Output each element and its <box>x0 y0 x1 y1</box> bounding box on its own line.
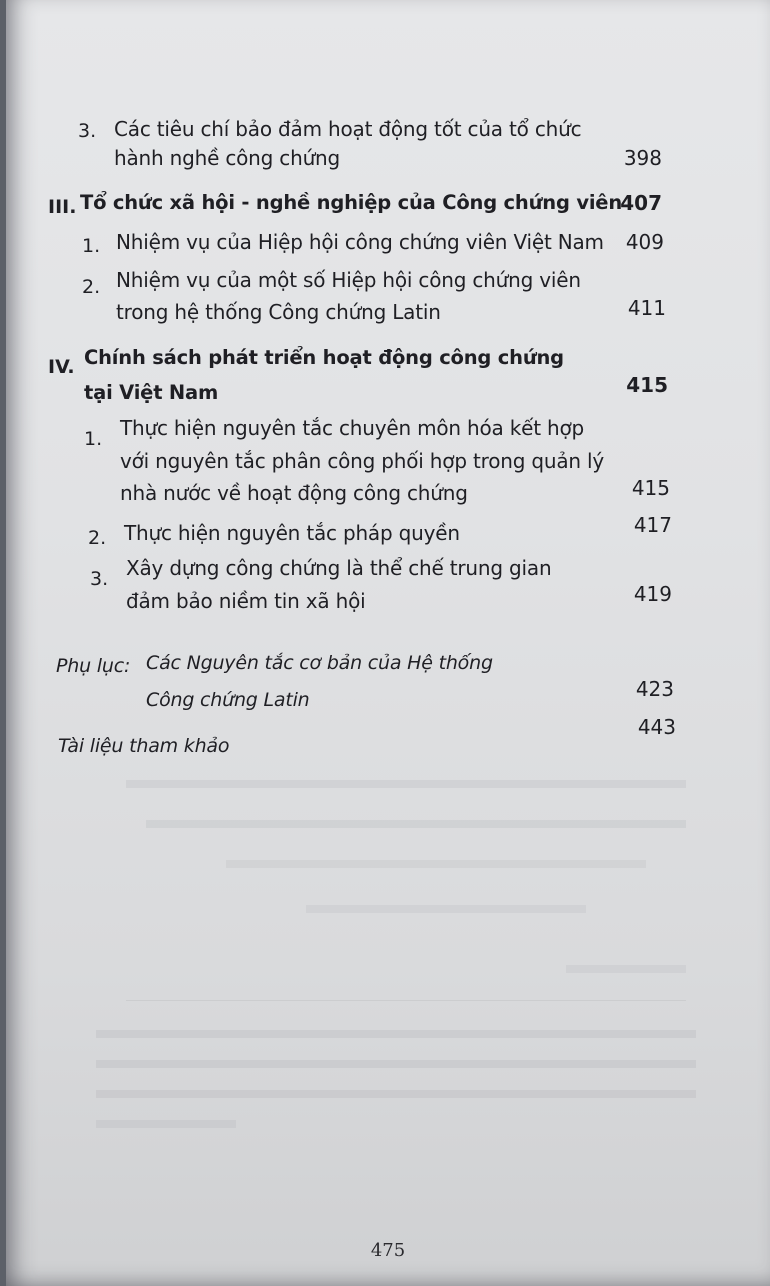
appendix-title-line: Các Nguyên tắc cơ bản của Hệ thống <box>146 652 493 674</box>
entry-number: 3. <box>78 120 97 142</box>
entry-page-number: 409 <box>625 230 664 254</box>
entry-title-line: Các tiêu chí bảo đảm hoạt động tốt của tổ chức <box>114 117 582 141</box>
entry-title-line: đảm bảo niềm tin xã hội <box>126 589 366 613</box>
section-number: III. <box>48 196 77 218</box>
entry-title-line: với nguyên tắc phân công phối hợp trong quản lý <box>120 449 605 473</box>
entry-number: 3. <box>90 568 109 590</box>
section-page-number: 415 <box>626 373 668 397</box>
references-page-number: 443 <box>637 715 676 739</box>
entry-title-line: Nhiệm vụ của Hiệp hội công chứng viên Việt Nam <box>116 230 604 254</box>
section-title-line: Chính sách phát triển hoạt động công chứng <box>84 346 564 369</box>
appendix-title-line: Công chứng Latin <box>146 689 310 711</box>
section-number: IV. <box>48 356 75 378</box>
section-title-line: tại Việt Nam <box>84 381 219 404</box>
appendix-label: Phụ lục: <box>56 655 131 677</box>
entry-page-number: 419 <box>633 582 672 606</box>
entry-title-line: trong hệ thống Công chứng Latin <box>116 300 441 324</box>
page-number: 475 <box>370 1240 406 1261</box>
entry-title-line: Xây dựng công chứng là thể chế trung gian <box>126 556 552 580</box>
entry-page-number: 415 <box>631 476 670 500</box>
entry-title-line: Nhiệm vụ của một số Hiệp hội công chứng viên <box>116 268 581 292</box>
entry-title-line: nhà nước về hoạt động công chứng <box>120 481 468 505</box>
entry-title-line: Thực hiện nguyên tắc pháp quyền <box>124 521 460 545</box>
references-title: Tài liệu tham khảo <box>58 735 230 757</box>
section-page-number: 407 <box>620 191 662 215</box>
entry-page-number: 417 <box>633 513 672 537</box>
entry-number: 1. <box>82 235 101 257</box>
entry-number: 2. <box>88 527 107 549</box>
entry-page-number: 411 <box>627 296 666 320</box>
entry-number: 1. <box>84 428 103 450</box>
entry-number: 2. <box>82 276 101 298</box>
entry-title-line: Thực hiện nguyên tắc chuyên môn hóa kết hợp <box>120 416 585 440</box>
section-title-line: Tổ chức xã hội - nghề nghiệp của Công chứng viên <box>80 191 623 214</box>
book-page <box>6 0 770 1286</box>
entry-page-number: 398 <box>623 146 662 170</box>
appendix-page-number: 423 <box>635 677 674 701</box>
entry-title-line: hành nghề công chứng <box>114 146 341 170</box>
